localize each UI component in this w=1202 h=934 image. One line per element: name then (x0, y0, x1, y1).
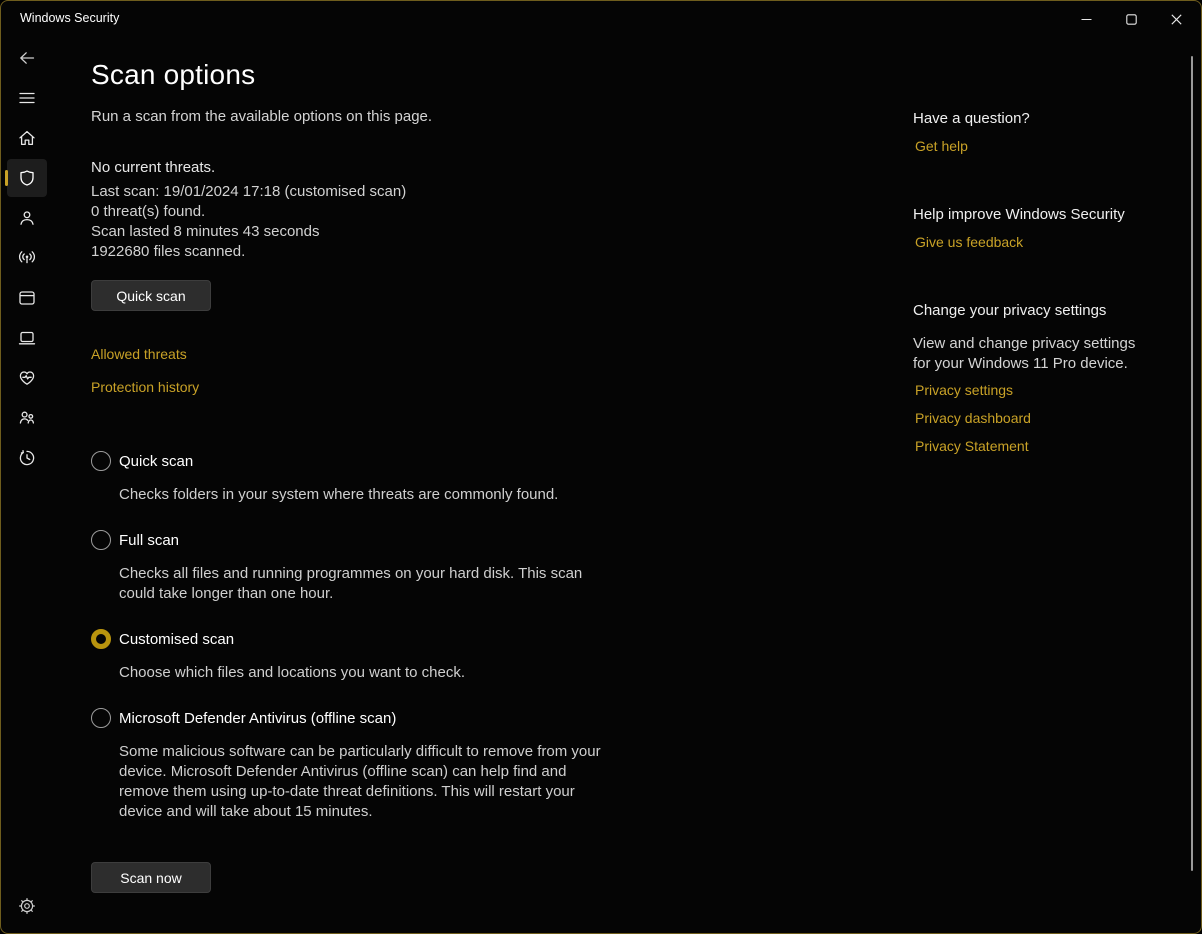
sidebar-item-protection-history[interactable] (7, 439, 47, 477)
no-threats-text: No current threats. (91, 159, 216, 176)
radio-description: Some malicious software can be particularly difficult to remove from your device. Microsoft Defender Antivirus (offline scan) can help find and remove them using up-to-date threat definitions. This will restart your device and will take about 15 minutes. (119, 743, 601, 820)
quick-scan-button[interactable]: Quick scan (91, 280, 211, 311)
privacy-dashboard-link[interactable]: Privacy dashboard (915, 410, 1031, 426)
give-feedback-link[interactable]: Give us feedback (915, 234, 1024, 250)
scan-duration-text: Scan lasted 8 minutes 43 seconds (91, 223, 320, 240)
sidebar-item-family-options[interactable] (7, 399, 47, 437)
sidebar-item-home[interactable] (7, 119, 47, 157)
sidebar-item-firewall-network[interactable] (7, 239, 47, 277)
family-icon (17, 408, 37, 428)
radio-description: Checks all files and running programmes on your hard disk. This scan could take longer than one hour. (119, 565, 583, 602)
scan-now-button[interactable]: Scan now (91, 862, 211, 893)
network-icon (17, 248, 37, 268)
page-subtitle: Run a scan from the available options on this page. (91, 108, 433, 125)
scan-option-full (91, 530, 611, 604)
have-a-question-heading: Have a question? (913, 110, 1030, 127)
page-title: Scan options (91, 59, 256, 90)
sidebar-item-app-browser-control[interactable] (7, 279, 47, 317)
gear-icon (17, 896, 37, 916)
shield-icon (17, 168, 37, 188)
privacy-settings-body: View and change privacy settings for your Windows 11 Pro device. (913, 335, 1136, 372)
health-icon (17, 368, 37, 388)
device-icon (17, 328, 37, 348)
maximize-icon (1126, 14, 1137, 25)
account-icon (17, 208, 37, 228)
radio-button-selected[interactable] (91, 629, 111, 649)
window-title: Windows Security (20, 11, 120, 25)
privacy-settings-link[interactable]: Privacy settings (915, 382, 1014, 398)
back-arrow-icon (17, 48, 37, 68)
radio-description: Checks folders in your system where threats are commonly found. (119, 486, 559, 503)
radio-row-offline-scan[interactable] (91, 708, 611, 728)
radio-label: Quick scan (119, 452, 194, 470)
scan-option-customised (91, 629, 611, 683)
minimize-button[interactable] (1064, 1, 1109, 37)
radio-label: Customised scan (119, 630, 235, 648)
help-improve-heading: Help improve Windows Security (913, 206, 1125, 223)
minimize-icon (1081, 14, 1092, 25)
radio-row-full-scan[interactable] (91, 530, 611, 550)
scan-option-quick (91, 451, 611, 505)
radio-row-quick-scan[interactable] (91, 451, 611, 471)
radio-button[interactable] (91, 708, 111, 728)
radio-row-customised-scan[interactable] (91, 629, 611, 649)
scan-status (91, 158, 406, 262)
privacy-statement-link[interactable]: Privacy Statement (915, 438, 1029, 454)
sidebar-item-virus-protection[interactable] (7, 159, 47, 197)
close-icon (1171, 14, 1182, 25)
scrollbar[interactable] (1191, 56, 1193, 871)
maximize-button[interactable] (1109, 1, 1154, 37)
sidebar-item-device-health[interactable] (7, 359, 47, 397)
app-browser-icon (17, 288, 37, 308)
threats-found-text: 0 threat(s) found. (91, 203, 206, 220)
protection-history-link[interactable]: Protection history (91, 379, 200, 395)
last-scan-text: Last scan: 19/01/2024 17:18 (customised scan) (91, 183, 407, 200)
sidebar-item-account-protection[interactable] (7, 199, 47, 237)
sidebar (1, 37, 53, 933)
settings-button[interactable] (7, 887, 47, 925)
sidebar-item-device-security[interactable] (7, 319, 47, 357)
radio-label: Full scan (119, 531, 180, 549)
privacy-settings-heading: Change your privacy settings (913, 302, 1107, 319)
radio-button[interactable] (91, 451, 111, 471)
history-icon (17, 448, 37, 468)
selected-indicator (5, 170, 8, 186)
title-bar (1, 1, 1201, 37)
get-help-link[interactable]: Get help (915, 138, 968, 154)
close-button[interactable] (1154, 1, 1199, 37)
radio-description: Choose which files and locations you want to check. (119, 664, 466, 681)
radio-label: Microsoft Defender Antivirus (offline scan) (119, 709, 397, 727)
menu-icon (17, 88, 37, 108)
back-button[interactable] (7, 39, 47, 77)
radio-button[interactable] (91, 530, 111, 550)
scan-option-offline (91, 708, 611, 822)
home-icon (17, 128, 37, 148)
menu-button[interactable] (7, 79, 47, 117)
allowed-threats-link[interactable]: Allowed threats (91, 346, 187, 362)
files-scanned-text: 1922680 files scanned. (91, 243, 246, 260)
